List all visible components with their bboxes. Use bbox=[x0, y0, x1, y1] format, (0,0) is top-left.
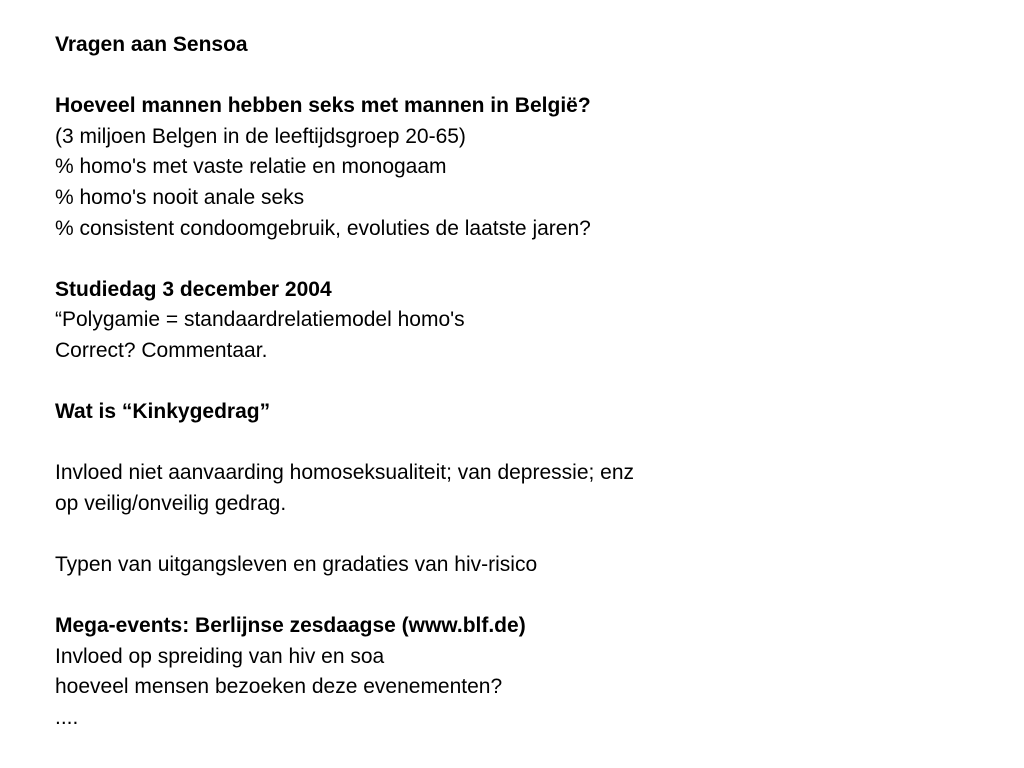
spacer bbox=[55, 520, 995, 551]
text-line: Correct? Commentaar. bbox=[55, 338, 268, 362]
text-line: Invloed op spreiding van hiv en soa bbox=[55, 644, 385, 668]
text-line: Typen van uitgangsleven en gradaties van hiv-risico bbox=[55, 553, 538, 577]
text-line: “Polygamie = standaardrelatiemodel homo's bbox=[55, 308, 465, 332]
spacer bbox=[55, 428, 995, 459]
section-heading-studiedag: Studiedag 3 december 2004 bbox=[55, 277, 332, 301]
text-line: % consistent condoomgebruik, evoluties de laatste jaren? bbox=[55, 216, 591, 240]
spacer bbox=[55, 61, 995, 92]
text-line: (3 miljoen Belgen in de leeftijdsgroep 20-65) bbox=[55, 124, 466, 148]
text-line: .... bbox=[55, 706, 79, 730]
section-heading-kinkygedrag: Wat is “Kinkygedrag” bbox=[55, 400, 271, 424]
slide-title: Vragen aan Sensoa bbox=[55, 33, 248, 56]
section-heading-mega-events: Mega-events: Berlijnse zesdaagse (www.blf.de) bbox=[55, 614, 526, 638]
slide-content bbox=[55, 30, 995, 734]
spacer bbox=[55, 367, 995, 398]
spacer bbox=[55, 581, 995, 612]
text-line: hoeveel mensen bezoeken deze evenementen? bbox=[55, 675, 503, 699]
text-line: % homo's nooit anale seks bbox=[55, 185, 305, 209]
section-heading-msm-belgium: Hoeveel mannen hebben seks met mannen in België? bbox=[55, 94, 591, 118]
text-line: Invloed niet aanvaarding homoseksualiteit; van depressie; enz bbox=[55, 461, 635, 485]
text-line: op veilig/onveilig gedrag. bbox=[55, 491, 287, 515]
spacer bbox=[55, 244, 995, 275]
text-line: % homo's met vaste relatie en monogaam bbox=[55, 155, 447, 179]
